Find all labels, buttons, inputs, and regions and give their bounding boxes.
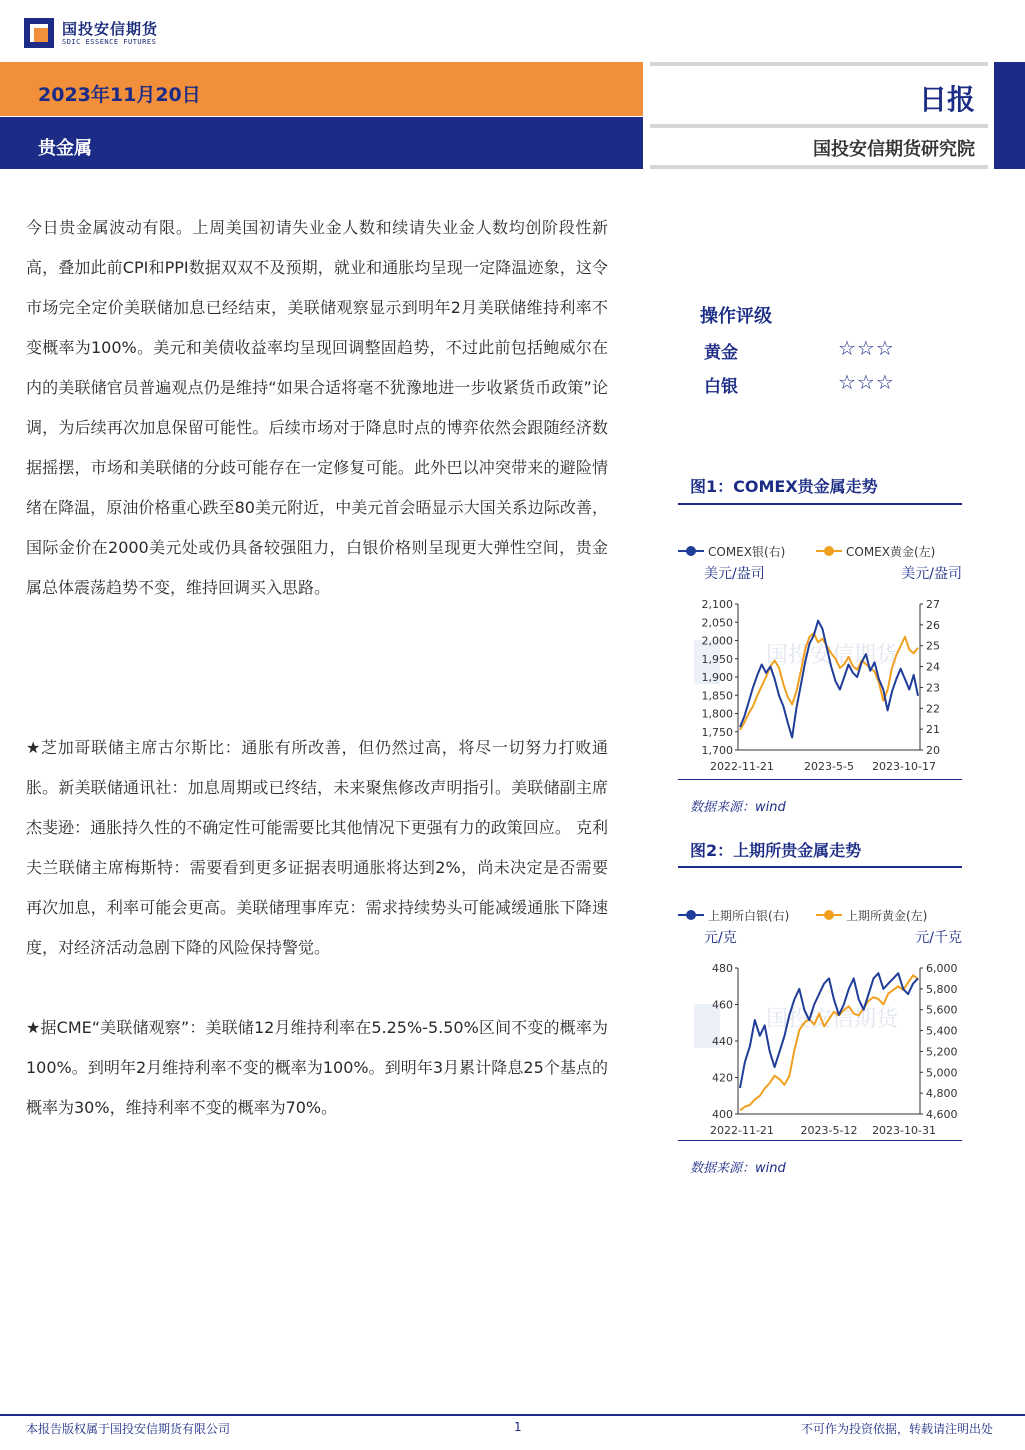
left-axis-tick-label: 1,850 [701, 689, 733, 703]
legend-label: 上期所黄金(左) [846, 909, 928, 923]
right-axis-tick-label: 5,000 [926, 1066, 958, 1080]
header-accent-block [994, 62, 1025, 169]
institute-name: 国投安信期货研究院 [813, 139, 975, 160]
x-axis-tick-label: 2023-5-12 [800, 1124, 858, 1137]
left-axis-unit: 元/克 [704, 930, 737, 946]
legend-swatch-marker [686, 910, 696, 920]
company-logo [24, 16, 184, 56]
left-axis-tick-label: 1,750 [701, 725, 733, 739]
figure2-title: 图2：上期所贵金属走势 [690, 841, 862, 860]
right-axis-tick-label: 5,800 [926, 982, 958, 996]
figure1-title: 图1：COMEX贵金属走势 [690, 477, 878, 496]
left-axis-tick-label: 440 [712, 1035, 733, 1048]
legend-label: COMEX银(右) [708, 545, 786, 559]
right-axis-unit: 元/千克 [915, 930, 962, 946]
right-axis-tick-label: 20 [926, 744, 940, 757]
report-date: 2023年11月20日 [38, 84, 201, 106]
x-axis-tick-label: 2022-11-21 [710, 1124, 774, 1137]
right-axis-tick-label: 4,600 [926, 1108, 958, 1121]
figure2-rule [678, 866, 962, 868]
logo-text-en: SDIC ESSENCE FUTURES [62, 38, 157, 46]
body-paragraph: ★芝加哥联储主席古尔斯比：通胀有所改善，但仍然过高，将尽一切努力打败通胀。新美联储通讯社：加息周期或已终结，未来聚焦修改声明指引。美联储副主席杰斐逊：通胀持久性的不确定性可能需要比其他情况下更强有力的政策回应。 克利夫兰联储主席梅斯特：需要看到更多证据表明通胀将达到2%，尚未决定是否需要再次加息，利率可能会更高。美联储理事库克：需求持续势头可能减缓通胀下降速度，对经济活动急剧下降的风险保持警觉。 [26, 738, 608, 957]
right-axis-tick-label: 25 [926, 639, 940, 653]
watermark-text: 国投安信期货 [766, 643, 899, 668]
header-category-bar [0, 117, 643, 169]
rating-stars-gold: ☆☆☆ [838, 336, 895, 360]
left-axis-tick-label: 1,950 [701, 652, 733, 666]
footer-rule [0, 1414, 1025, 1416]
right-axis-tick-label: 5,400 [926, 1024, 958, 1038]
left-axis-tick-label: 1,800 [701, 707, 733, 721]
left-axis-tick-label: 1,700 [701, 744, 733, 757]
logo-mark-icon [24, 18, 54, 48]
report-type: 日报 [918, 83, 975, 116]
right-axis-tick-label: 26 [926, 618, 940, 632]
right-axis-tick-label: 4,800 [926, 1087, 958, 1101]
figure2-chart [676, 896, 966, 1141]
left-axis-tick-label: 1,900 [701, 671, 733, 684]
left-axis-unit: 美元/盎司 [704, 566, 765, 582]
legend-swatch-marker [824, 910, 834, 920]
left-axis-tick-label: 460 [712, 998, 733, 1012]
logo-text-cn: 国投安信期货 [62, 20, 159, 38]
series-line [740, 975, 918, 1110]
legend-swatch-marker [824, 546, 834, 556]
footer-copyright: 本报告版权属于国投安信期货有限公司 [26, 1422, 231, 1436]
right-axis-unit: 美元/盎司 [901, 566, 962, 582]
figure2-source: 数据来源：wind [690, 1161, 786, 1176]
right-axis-tick-label: 27 [926, 598, 940, 611]
report-category: 贵金属 [38, 138, 92, 159]
body-paragraph: ★据CME“美联储观察”：美联储12月维持利率在5.25%-5.50%区间不变的概率为100%。到明年2月维持利率不变的概率为100%。到明年3月累计降息25个基点的概率为30%，维持利率不变的概率为70%。 [26, 1018, 608, 1117]
legend-label: COMEX黄金(左) [846, 545, 936, 559]
figure1-source: 数据来源：wind [690, 800, 786, 815]
x-axis-tick-label: 2022-11-21 [710, 760, 774, 773]
figure1-chart [676, 532, 966, 777]
right-axis-tick-label: 5,600 [926, 1003, 958, 1017]
left-axis-tick-label: 2,100 [701, 598, 733, 611]
page-number: 1 [514, 1420, 522, 1434]
rating-item-gold: 黄金 [704, 343, 738, 363]
body-paragraph: 今日贵金属波动有限。上周美国初请失业金人数和续请失业金人数均创阶段性新高，叠加此前CPI和PPI数据双双不及预期，就业和通胀均呈现一定降温迹象，这令市场完全定价美联储加息已经结束，美联储观察显示到明年2月美联储维持利率不变概率为100%。美元和美债收益率均呈现回调整固趋势，不过此前包括鲍威尔在内的美联储官员普遍观点仍是维持“如果合适将毫不犹豫地进一步收紧货币政策”论调，为后续再次加息保留可能性。后续市场对于降息时点的博弈依然会跟随经济数据摇摆，市场和美联储的分歧可能存在一定修复可能。此外巴以冲突带来的避险情绪在降温，原油价格重心跌至80美元附近，中美元首会晤显示大国关系边际改善，国际金价在2000美元处或仍具备较强阻力，白银价格则呈现更大弹性空间，贵金属总体震荡趋势不变，维持回调买入思路。 [26, 218, 608, 597]
figure2-bottom-rule [678, 1140, 962, 1141]
header-divider [650, 165, 988, 169]
right-axis-tick-label: 5,200 [926, 1045, 958, 1059]
right-axis-tick-label: 24 [926, 660, 940, 674]
legend-label: 上期所白银(右) [708, 909, 790, 923]
right-axis-tick-label: 21 [926, 723, 940, 737]
left-axis-tick-label: 400 [712, 1108, 733, 1121]
series-line [740, 621, 918, 738]
x-axis-tick-label: 2023-10-17 [872, 760, 936, 773]
right-axis-tick-label: 22 [926, 702, 940, 716]
left-axis-tick-label: 2,050 [701, 616, 733, 630]
x-axis-tick-label: 2023-5-5 [804, 760, 854, 773]
figure1-bottom-rule [678, 779, 962, 780]
rating-stars-silver: ☆☆☆ [838, 370, 895, 394]
rating-title: 操作评级 [700, 306, 772, 327]
left-axis-tick-label: 420 [712, 1071, 733, 1085]
header-divider [650, 62, 988, 66]
legend-swatch-marker [686, 546, 696, 556]
left-axis-tick-label: 2,000 [701, 634, 733, 648]
right-axis-tick-label: 6,000 [926, 962, 958, 975]
figure1-rule [678, 503, 962, 505]
header-divider [650, 124, 988, 128]
x-axis-tick-label: 2023-10-31 [872, 1124, 936, 1137]
footer-disclaimer: 不可作为投资依据，转载请注明出处 [800, 1422, 993, 1436]
rating-item-silver: 白银 [704, 377, 738, 397]
left-axis-tick-label: 480 [712, 962, 733, 975]
right-axis-tick-label: 23 [926, 681, 940, 695]
watermark-text: 国投安信期货 [766, 1007, 899, 1032]
